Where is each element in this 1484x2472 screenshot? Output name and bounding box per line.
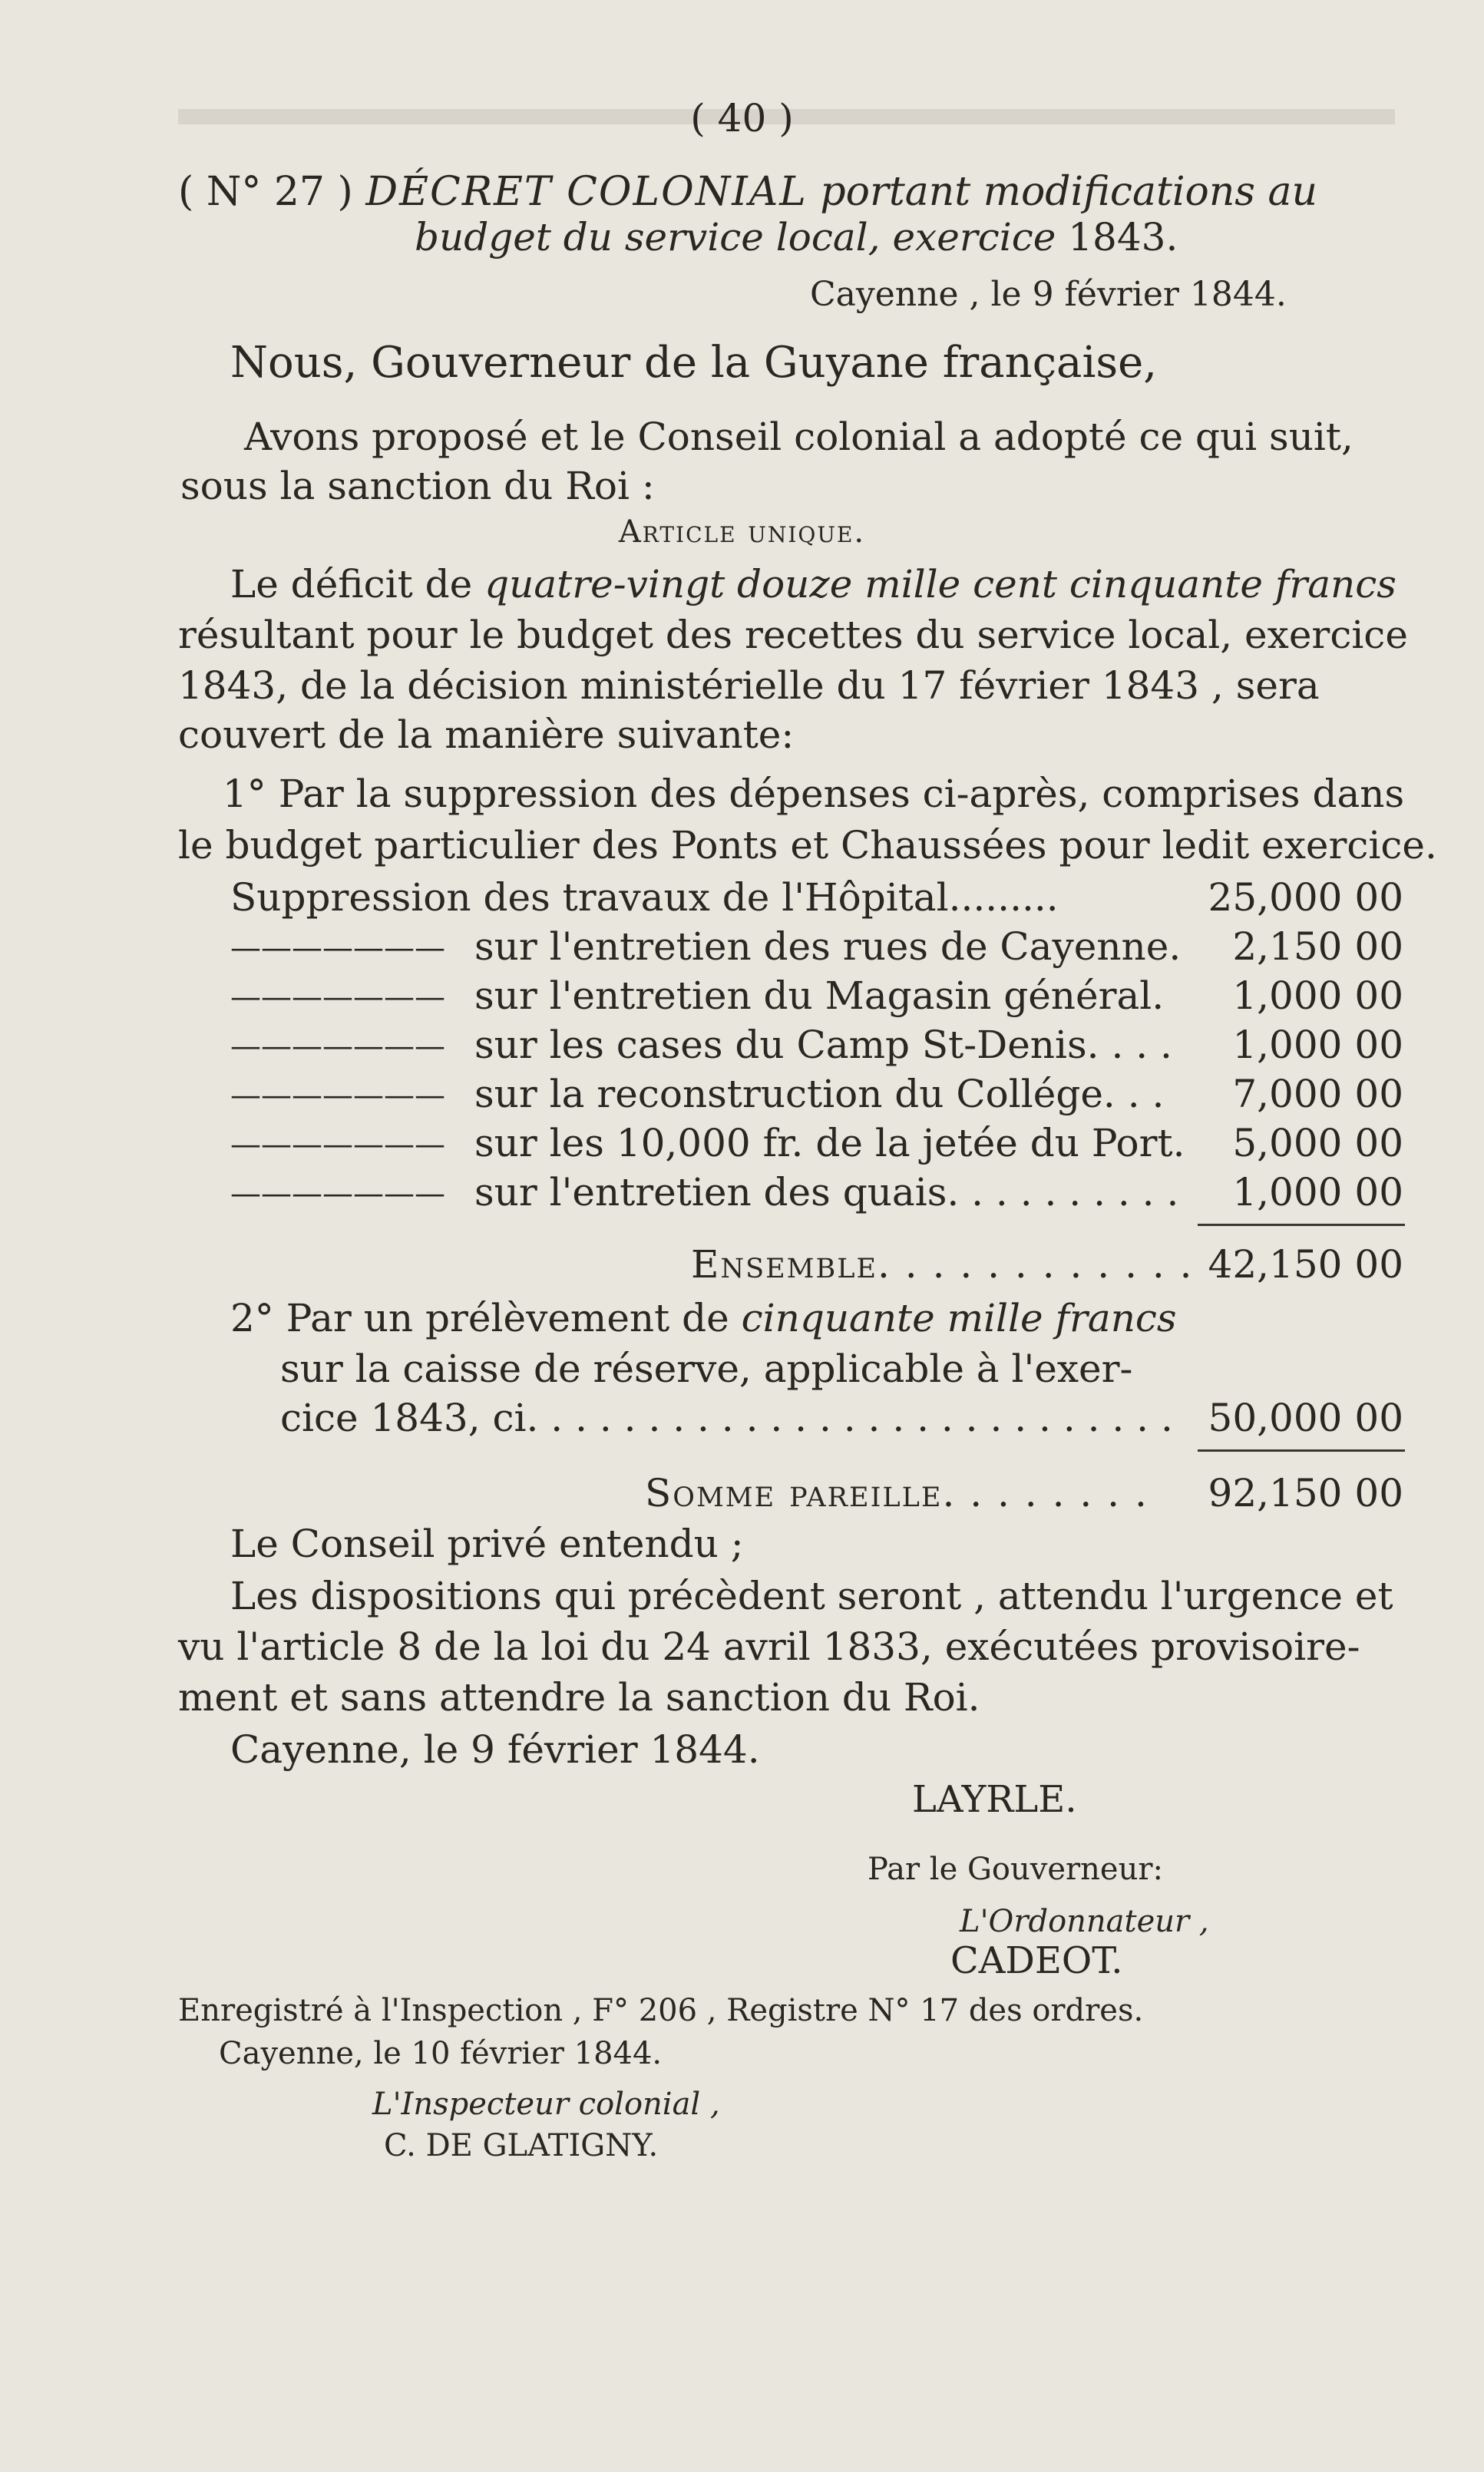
item-dash: ——————— xyxy=(230,1078,445,1113)
section1-line-1: 1° Par la suppression des dépenses ci-après, comprises dans xyxy=(223,772,1405,816)
section2-line-1b: cinquante mille francs xyxy=(741,1296,1177,1340)
total-label: Somme pareille. . . . . . . . xyxy=(645,1471,1149,1515)
inspector-name: C. DE GLATIGNY. xyxy=(384,2128,659,2163)
governor-signature: LAYRLE. xyxy=(912,1778,1077,1821)
subtotal-rule xyxy=(1198,1224,1405,1226)
item-label: sur les 10,000 fr. de la jetée du Port. xyxy=(474,1121,1185,1165)
by-governor: Par le Gouverneur: xyxy=(868,1852,1163,1887)
item-dash: ——————— xyxy=(230,930,445,966)
body-line-1 xyxy=(230,562,1396,606)
ensemble-amount: 42,150 00 xyxy=(1208,1242,1403,1287)
item-dash: ——————— xyxy=(230,980,445,1015)
item-label: sur l'entretien du Magasin général. xyxy=(474,973,1165,1018)
item-dash: ——————— xyxy=(230,1127,445,1162)
item-dash: ——————— xyxy=(230,1029,445,1064)
closing-line-3: vu l'article 8 de la loi du 24 avril 1833, exécutées provisoire- xyxy=(178,1624,1360,1669)
section2-line-2: sur la caisse de réserve, applicable à l'exer- xyxy=(280,1347,1133,1391)
inspector-title: L'Inspecteur colonial , xyxy=(372,2087,720,2122)
intro-line-1: Avons proposé et le Conseil colonial a adopté ce qui suit, xyxy=(244,415,1353,459)
section2-line-1a: 2° Par un prélèvement de xyxy=(230,1296,729,1340)
dateline: Cayenne , le 9 février 1844. xyxy=(810,275,1287,314)
item-label: sur la reconstruction du Collége. . . xyxy=(474,1072,1165,1116)
registration-line-2: Cayenne, le 10 février 1844. xyxy=(219,2036,663,2071)
closing-line-4: ment et sans attendre la sanction du Roi. xyxy=(178,1675,980,1720)
registration-line-1: Enregistré à l'Inspection , F° 206 , Registre N° 17 des ordres. xyxy=(178,1993,1144,2028)
decree-number: ( N° 27 ) xyxy=(178,169,353,215)
article-heading: Article unique. xyxy=(618,514,866,550)
item-label: sur l'entretien des quais. . . . . . . . . . xyxy=(474,1170,1179,1215)
ordonnateur-title: L'Ordonnateur , xyxy=(960,1904,1209,1939)
item-amount: 7,000 00 xyxy=(1232,1072,1403,1116)
total-rule xyxy=(1198,1449,1405,1452)
body-line-3: 1843, de la décision ministérielle du 17 février 1843 , sera xyxy=(178,663,1320,708)
section1-line-2: le budget particulier des Ponts et Chaussées pour ledit exercice. xyxy=(178,823,1437,868)
section2-amount: 50,000 00 xyxy=(1208,1396,1403,1440)
decree-keyword: DÉCRET COLONIAL xyxy=(365,169,808,215)
item-amount: 1,000 00 xyxy=(1232,973,1403,1018)
preamble: Nous, Gouverneur de la Guyane française, xyxy=(230,338,1158,388)
body-line-1b: quatre-vingt douze mille cent cinquante francs xyxy=(484,562,1396,606)
ensemble-label: Ensemble. . . . . . . . . . . . xyxy=(691,1242,1194,1287)
decree-title-rest: portant modifications au xyxy=(820,169,1318,215)
closing-line-2: Les dispositions qui précèdent seront , attendu l'urgence et xyxy=(230,1574,1393,1618)
decree-year: 1843. xyxy=(1068,215,1178,259)
item-amount: 2,150 00 xyxy=(1232,924,1403,969)
section2-line-3: cice 1843, ci. . . . . . . . . . . . . . . . . . . . . . . . . . . xyxy=(280,1396,1173,1440)
item-amount: 5,000 00 xyxy=(1232,1121,1403,1165)
body-line-2: résultant pour le budget des recettes du service local, exercice xyxy=(178,613,1408,657)
decree-title xyxy=(178,169,1317,215)
page-number: ( 40 ) xyxy=(690,96,794,140)
decree-subtitle-text: budget du service local, exercice xyxy=(415,215,1056,259)
item-amount: 1,000 00 xyxy=(1232,1170,1403,1215)
body-line-4: couvert de la manière suivante: xyxy=(178,712,795,757)
item-label: sur l'entretien des rues de Cayenne. xyxy=(474,924,1182,969)
section2-line-1 xyxy=(230,1296,1177,1340)
closing-line-1: Le Conseil privé entendu ; xyxy=(230,1522,744,1566)
ordonnateur-name: CADEOT. xyxy=(950,1939,1123,1982)
item-amount: 25,000 00 xyxy=(1208,875,1403,920)
closing-line-5: Cayenne, le 9 février 1844. xyxy=(230,1727,760,1772)
item-label: Suppression des travaux de l'Hôpital......... xyxy=(230,875,1059,920)
intro-line-2: sous la sanction du Roi : xyxy=(180,464,655,508)
item-amount: 1,000 00 xyxy=(1232,1023,1403,1067)
body-line-1a: Le déficit de xyxy=(230,562,473,606)
decree-subtitle xyxy=(415,215,1178,259)
item-label: sur les cases du Camp St-Denis. . . . xyxy=(474,1023,1172,1067)
item-dash: ——————— xyxy=(230,1176,445,1211)
total-amount: 92,150 00 xyxy=(1208,1471,1403,1515)
